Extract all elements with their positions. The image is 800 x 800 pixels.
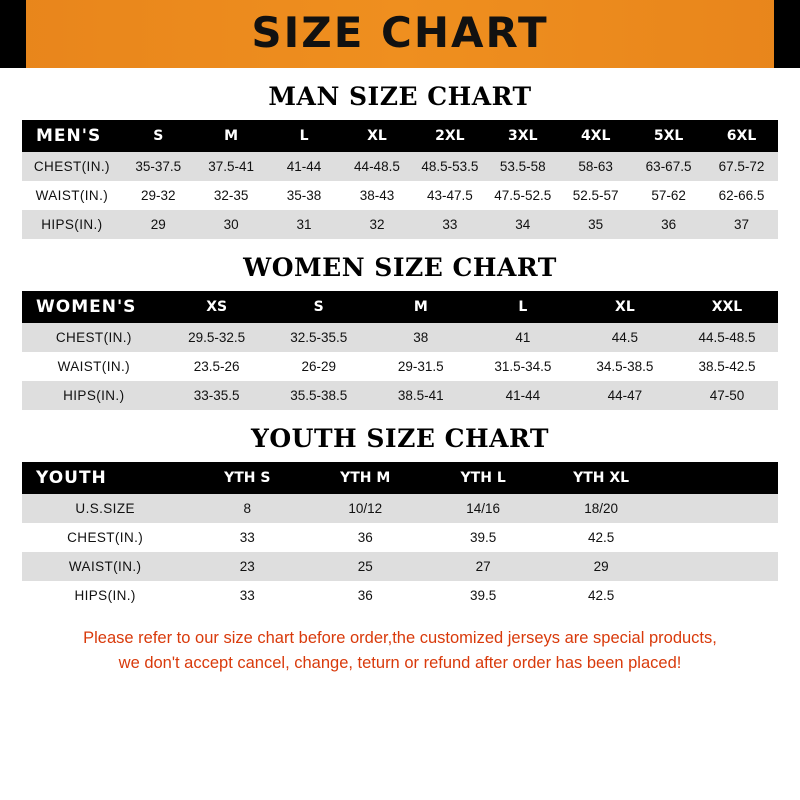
- table-row: [22, 581, 778, 610]
- table-row: [22, 181, 778, 210]
- women-row-0-val-5: 44.5-48.5: [676, 323, 778, 352]
- men-col-1: M: [195, 120, 268, 152]
- men-col-2: L: [268, 120, 341, 152]
- youth-row-1-val-2: 39.5: [424, 523, 542, 552]
- women-size-table: [22, 291, 778, 410]
- youth-row-1-val-4: [660, 523, 778, 552]
- men-header-label: MEN'S: [22, 120, 122, 152]
- men-row-0-val-0: 35-37.5: [122, 152, 195, 181]
- youth-row-2-val-2: 27: [424, 552, 542, 581]
- men-row-0-val-3: 44-48.5: [341, 152, 414, 181]
- women-row-2-val-4: 44-47: [574, 381, 676, 410]
- men-row-2-val-6: 35: [559, 210, 632, 239]
- women-row-1-val-5: 38.5-42.5: [676, 352, 778, 381]
- youth-col-4: [660, 462, 778, 494]
- youth-col-3: YTH XL: [542, 462, 660, 494]
- men-row-1-val-8: 62-66.5: [705, 181, 778, 210]
- men-col-0: S: [122, 120, 195, 152]
- women-row-1-label: WAIST(IN.): [22, 352, 166, 381]
- men-row-1-val-7: 57-62: [632, 181, 705, 210]
- youth-row-3-val-3: 42.5: [542, 581, 660, 610]
- women-col-5: XXL: [676, 291, 778, 323]
- table-row: [22, 552, 778, 581]
- chart-content: [0, 82, 800, 676]
- women-row-2-val-0: 33-35.5: [166, 381, 268, 410]
- men-row-2-val-1: 30: [195, 210, 268, 239]
- youth-row-3-label: HIPS(IN.): [22, 581, 188, 610]
- men-row-0-val-1: 37.5-41: [195, 152, 268, 181]
- youth-row-3-val-1: 36: [306, 581, 424, 610]
- youth-header-label: YOUTH: [22, 462, 188, 494]
- women-header-label: WOMEN'S: [22, 291, 166, 323]
- men-row-2-val-5: 34: [486, 210, 559, 239]
- men-row-2-val-0: 29: [122, 210, 195, 239]
- women-row-0-val-4: 44.5: [574, 323, 676, 352]
- women-section-title: WOMEN SIZE CHART: [243, 253, 557, 282]
- youth-size-table: [22, 462, 778, 610]
- youth-row-0-val-1: 10/12: [306, 494, 424, 523]
- men-row-0-val-6: 58-63: [559, 152, 632, 181]
- youth-row-2-val-4: [660, 552, 778, 581]
- youth-row-2-val-0: 23: [188, 552, 306, 581]
- youth-row-3-val-2: 39.5: [424, 581, 542, 610]
- men-col-4: 2XL: [413, 120, 486, 152]
- footer-note-line-1: Please refer to our size chart before order,the customized jerseys are special products,: [83, 629, 717, 647]
- table-row: [22, 523, 778, 552]
- men-row-1-val-1: 32-35: [195, 181, 268, 210]
- men-row-2-label: HIPS(IN.): [22, 210, 122, 239]
- men-row-1-val-2: 35-38: [268, 181, 341, 210]
- women-col-3: L: [472, 291, 574, 323]
- page-title: SIZE CHART: [251, 8, 549, 57]
- women-row-2-label: HIPS(IN.): [22, 381, 166, 410]
- men-row-2-val-2: 31: [268, 210, 341, 239]
- women-row-0-val-3: 41: [472, 323, 574, 352]
- women-row-2-val-1: 35.5-38.5: [268, 381, 370, 410]
- table-row: [22, 152, 778, 181]
- youth-section-title: YOUTH SIZE CHART: [251, 424, 549, 453]
- table-row: [22, 494, 778, 523]
- men-row-1-label: WAIST(IN.): [22, 181, 122, 210]
- youth-row-2-label: WAIST(IN.): [22, 552, 188, 581]
- youth-col-0: YTH S: [188, 462, 306, 494]
- youth-col-1: YTH M: [306, 462, 424, 494]
- women-row-0-val-1: 32.5-35.5: [268, 323, 370, 352]
- men-row-0-val-4: 48.5-53.5: [413, 152, 486, 181]
- men-col-7: 5XL: [632, 120, 705, 152]
- women-col-1: S: [268, 291, 370, 323]
- men-row-0-val-8: 67.5-72: [705, 152, 778, 181]
- women-row-2-val-2: 38.5-41: [370, 381, 472, 410]
- table-row: [22, 323, 778, 352]
- youth-row-0-val-3: 18/20: [542, 494, 660, 523]
- youth-row-1-val-0: 33: [188, 523, 306, 552]
- men-row-2-val-7: 36: [632, 210, 705, 239]
- women-row-1-val-0: 23.5-26: [166, 352, 268, 381]
- banner-left-block: [0, 0, 26, 68]
- table-row: [22, 352, 778, 381]
- men-size-table: [22, 120, 778, 239]
- women-col-0: XS: [166, 291, 268, 323]
- footer-note-line-2: we don't accept cancel, change, teturn or refund after order has been placed!: [118, 653, 682, 672]
- men-row-1-val-4: 43-47.5: [413, 181, 486, 210]
- youth-row-0-val-4: [660, 494, 778, 523]
- men-row-1-val-6: 52.5-57: [559, 181, 632, 210]
- youth-col-2: YTH L: [424, 462, 542, 494]
- youth-row-1-val-3: 42.5: [542, 523, 660, 552]
- women-row-1-val-4: 34.5-38.5: [574, 352, 676, 381]
- banner-right-block: [774, 0, 800, 68]
- table-row: [22, 210, 778, 239]
- table-header-row: [22, 291, 778, 323]
- women-row-1-val-1: 26-29: [268, 352, 370, 381]
- women-row-2-val-3: 41-44: [472, 381, 574, 410]
- men-row-1-val-5: 47.5-52.5: [486, 181, 559, 210]
- women-col-2: M: [370, 291, 472, 323]
- men-col-5: 3XL: [486, 120, 559, 152]
- table-header-row: [22, 120, 778, 152]
- men-row-0-label: CHEST(IN.): [22, 152, 122, 181]
- men-col-6: 4XL: [559, 120, 632, 152]
- men-row-0-val-2: 41-44: [268, 152, 341, 181]
- women-row-1-val-3: 31.5-34.5: [472, 352, 574, 381]
- men-row-0-val-7: 63-67.5: [632, 152, 705, 181]
- youth-row-2-val-1: 25: [306, 552, 424, 581]
- youth-row-3-val-4: [660, 581, 778, 610]
- women-row-0-val-0: 29.5-32.5: [166, 323, 268, 352]
- men-row-2-val-3: 32: [341, 210, 414, 239]
- men-row-1-val-3: 38-43: [341, 181, 414, 210]
- men-row-0-val-5: 53.5-58: [486, 152, 559, 181]
- youth-row-3-val-0: 33: [188, 581, 306, 610]
- youth-row-0-label: U.S.SIZE: [22, 494, 188, 523]
- table-row: [22, 381, 778, 410]
- men-row-2-val-8: 37: [705, 210, 778, 239]
- footer-note: [22, 626, 778, 676]
- women-row-1-val-2: 29-31.5: [370, 352, 472, 381]
- youth-row-1-label: CHEST(IN.): [22, 523, 188, 552]
- women-col-4: XL: [574, 291, 676, 323]
- youth-row-0-val-2: 14/16: [424, 494, 542, 523]
- women-row-0-val-2: 38: [370, 323, 472, 352]
- women-row-2-val-5: 47-50: [676, 381, 778, 410]
- youth-row-1-val-1: 36: [306, 523, 424, 552]
- men-col-8: 6XL: [705, 120, 778, 152]
- men-row-1-val-0: 29-32: [122, 181, 195, 210]
- men-row-2-val-4: 33: [413, 210, 486, 239]
- men-col-3: XL: [341, 120, 414, 152]
- youth-row-2-val-3: 29: [542, 552, 660, 581]
- header-banner: [0, 0, 800, 68]
- table-header-row: [22, 462, 778, 494]
- youth-row-0-val-0: 8: [188, 494, 306, 523]
- men-section-title: MAN SIZE CHART: [268, 82, 532, 111]
- women-row-0-label: CHEST(IN.): [22, 323, 166, 352]
